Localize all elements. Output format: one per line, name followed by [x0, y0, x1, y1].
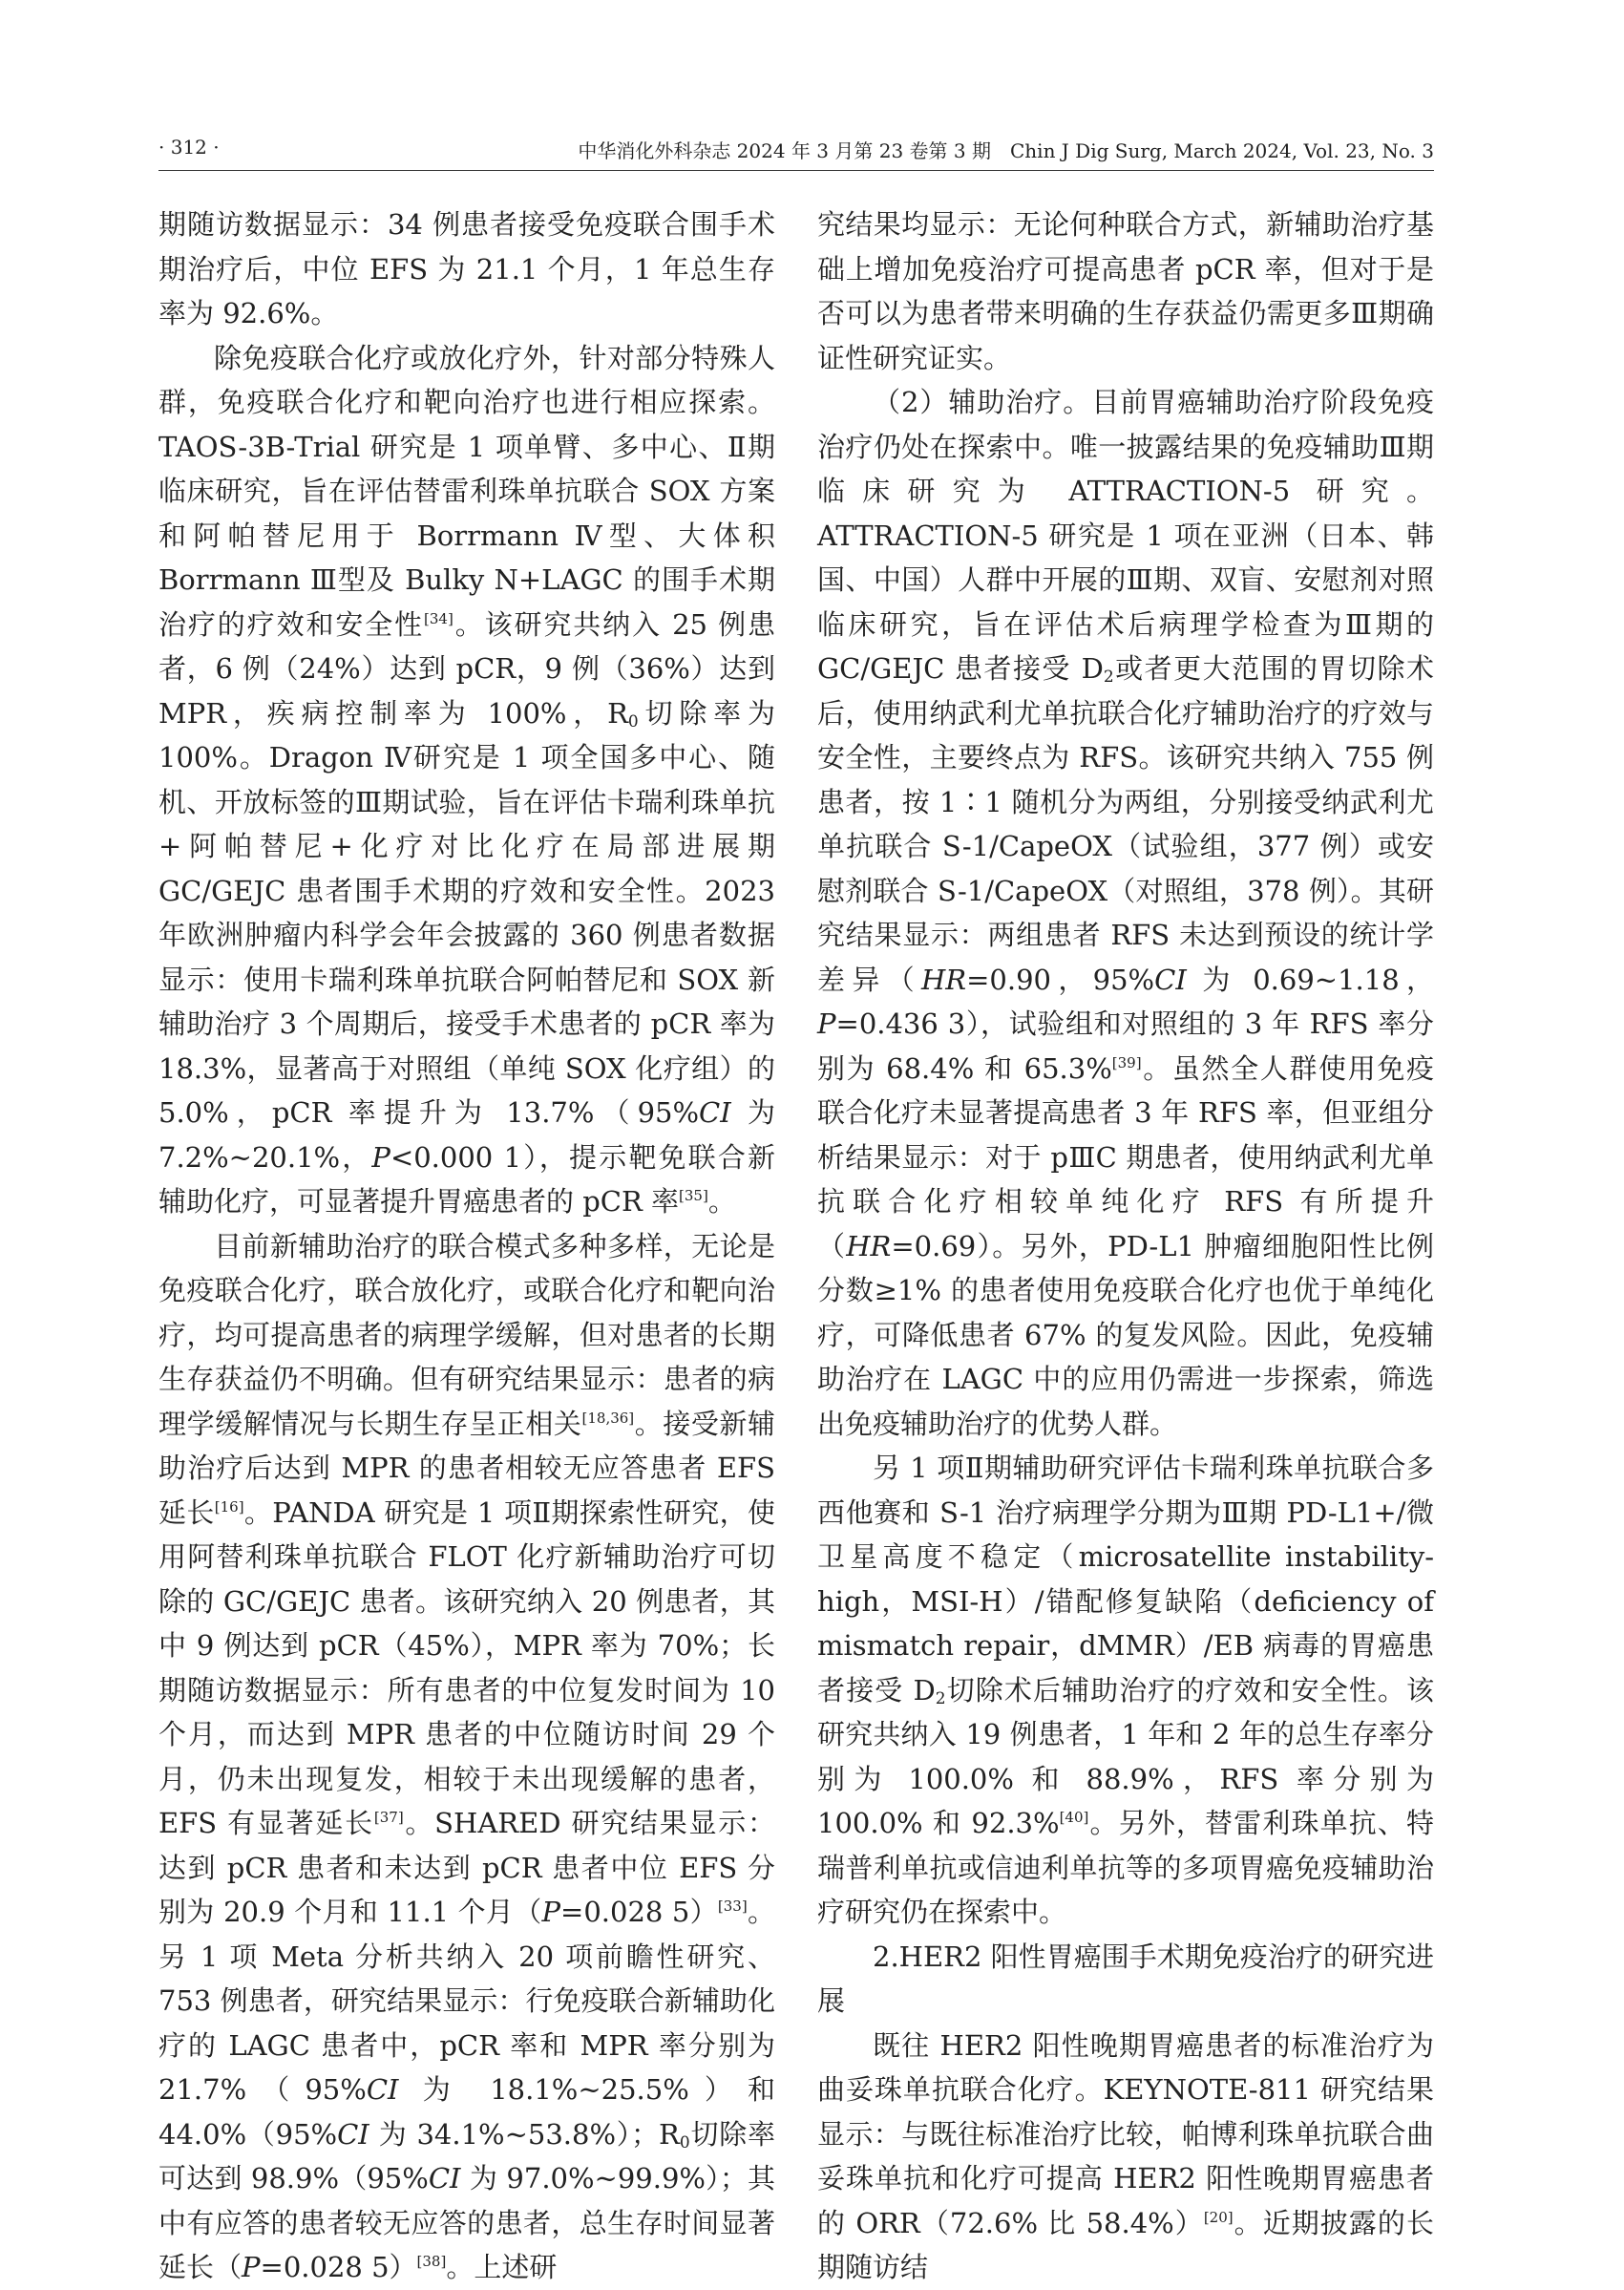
subscript: 0	[627, 711, 639, 732]
text: 。上述研	[446, 2251, 558, 2283]
italic-text: P	[817, 1007, 836, 1040]
journal-citation: 中华消化外科杂志 2024 年 3 月第 23 卷第 3 期 Chin J Dig Surg, March 2024, Vol. 23, No. 3	[578, 139, 1434, 162]
text: 。	[707, 1185, 736, 1218]
text: （2）辅助治疗。目前胃癌辅助治疗阶段免疫治疗仍处在探索中。唯一披露结果的免疫辅助Ⅲ期临床研究为 ATTRACTION-5 研究。ATTRACTION-5 研究是 1 项在亚洲（日本、韩国、中国）人群中开展的Ⅲ期、双盲、安慰剂对照临床研究，旨在评估术后病理学检查为Ⅲ期的 GC/GEJC 患者接受 D	[817, 386, 1434, 685]
citation: [38]	[416, 2253, 447, 2270]
citation: [40]	[1059, 1809, 1089, 1826]
text: =0.69）。另外，PD-L1 肿瘤细胞阳性比例分数≥1% 的患者使用免疫联合化疗也优于单纯化疗，可降低患者 67% 的复发风险。因此，免疫辅助治疗在 LAGC 中的应用仍需进一步探索，筛选出免疫辅助治疗的优势人群。	[817, 1229, 1434, 1440]
text: 。虽然全人群使用免疫联合化疗未显著提高患者 3 年 RFS 率，但亚组分析结果显示：对于 pⅢC 期患者，使用纳武利尤单抗联合化疗相较单纯化疗 RFS 有所提升（	[817, 1051, 1434, 1262]
paragraph	[158, 336, 775, 1224]
italic-text: HR	[846, 1229, 892, 1262]
subscript: 0	[679, 2132, 690, 2152]
text: 另 1 项Ⅱ期辅助研究评估卡瑞利珠单抗联合多西他赛和 S-1 治疗病理学分期为Ⅲ期 PD-L1+/微卫星高度不稳定（microsatellite instability-high，MSI-H）/错配修复缺陷（deficiency of mismatch repair，dMMR）/EB 病毒的胃癌患者接受 D	[817, 1452, 1434, 1707]
text: 为 34.1%~53.8%）；R	[369, 2117, 680, 2151]
page-number: · 312 ·	[158, 136, 220, 159]
text: 。另外，替雷利珠单抗、特瑞普利单抗或信迪利单抗等的多项胃癌免疫辅助治疗研究仍在探索中。	[817, 1807, 1434, 1928]
citation: [18,36]	[581, 1409, 635, 1427]
paragraph	[158, 1224, 775, 2290]
running-header	[158, 132, 1434, 171]
text: 切除率可达到 98.9%（95%	[158, 2117, 775, 2195]
text: 。接受新辅助治疗后达到 MPR 的患者相较无应答患者 EFS 延长	[158, 1407, 775, 1529]
text: 切除术后辅助治疗的疗效和安全性。该研究共纳入 19 例患者，1 年和 2 年的总生存率分别为 100.0% 和 88.9%，RFS 率分别为 100.0% 和 92.3%	[817, 1673, 1434, 1839]
text: 除免疫联合化疗或放化疗外，针对部分特殊人群，免疫联合化疗和靶向治疗也进行相应探索。TAOS-3B-Trial 研究是 1 项单臂、多中心、Ⅱ期临床研究，旨在评估替雷利珠单抗联合 SOX 方案和阿帕替尼用于 Borrmann Ⅳ型、大体积 Borrmann Ⅲ型及 Bulky N+LAGC 的围手术期治疗的疗效和安全性	[158, 341, 775, 641]
text: =0.028 5）	[260, 2251, 417, 2283]
text: 。该研究共纳入 25 例患者，6 例（24%）达到 pCR，9 例（36%）达到 MPR，疾病控制率为 100%，R	[158, 607, 775, 730]
italic-text: CI	[337, 2117, 369, 2151]
text: 既往 HER2 阳性晚期胃癌患者的标准治疗为曲妥珠单抗联合化疗。KEYNOTE-811 研究结果显示：与既往标准治疗比较，帕博利珠单抗联合曲妥珠单抗和化疗可提高 HER2 阳性晚期胃癌患者的 ORR（72.6% 比 58.4%）	[817, 2028, 1434, 2239]
citation: [16]	[214, 1497, 244, 1516]
text: 为 7.2%~20.1%，	[158, 1096, 775, 1174]
subscript: 2	[1103, 668, 1114, 687]
text: =0.90，95%	[966, 963, 1155, 996]
text: 为 97.0%~99.9%）；其中有应答的患者较无应答的患者，总生存时间显著延长（	[158, 2162, 775, 2283]
paragraph: 究结果均显示：无论何种联合方式，新辅助治疗基础上增加免疫治疗可提高患者 pCR 率，但对于是否可以为患者带来明确的生存获益仍需更多Ⅲ期确证性研究证实。	[817, 208, 1434, 374]
text: 或者更大范围的胃切除术后，使用纳武利尤单抗联合化疗辅助治疗的疗效与安全性，主要终点为 RFS。该研究共纳入 755 例患者，按 1∶1 随机分为两组，分别接受纳武利尤单抗联合 S-1/CapeOX（试验组，377 例）或安慰剂联合 S-1/CapeOX（对照组，378 例）。其研究结果显示：两组患者 RFS 未达到预设的统计学差异（	[817, 652, 1434, 996]
text: 切除率为 100%。Dragon Ⅳ研究是 1 项全国多中心、随机、开放标签的Ⅲ期试验，旨在评估卡瑞利珠单抗+阿帕替尼+化疗对比化疗在局部进展期 GC/GEJC 患者围手术期的疗效和安全性。2023 年欧洲肿瘤内科学会年会披露的 360 例患者数据显示：使用卡瑞利珠单抗联合阿帕替尼和 SOX 新辅助治疗 3 个周期后，接受手术患者的 pCR 率为 18.3%，显著高于对照组（单纯 SOX 化疗组）的 5.0%，pCR 率提升为 13.7%（95%	[158, 696, 775, 1129]
text: 目前新辅助治疗的联合模式多种多样，无论是免疫联合化疗，联合放化疗，或联合化疗和靶向治疗，均可提高患者的病理学缓解，但对患者的长期生存获益仍不明确。但有研究结果显示：患者的病理学缓解情况与长期生存呈正相关	[158, 1229, 775, 1440]
text: =0.436 3），试验组和对照组的 3 年 RFS 率分别为 68.4% 和 65.3%	[817, 1007, 1434, 1085]
citation: [20]	[1203, 2208, 1234, 2226]
text: 为 0.69~1.18，	[1186, 963, 1434, 996]
italic-text: P	[371, 1140, 390, 1174]
citation: [34]	[424, 609, 453, 627]
paragraph	[817, 2024, 1434, 2290]
text: <0.000 1），提示靶免联合新辅助化疗，可显著提升胃癌患者的 pCR 率	[158, 1140, 775, 1218]
text: 。近期披露的长期随访结	[817, 2206, 1434, 2283]
italic-text: CI	[366, 2073, 399, 2106]
text: 。SHARED 研究结果显示：达到 pCR 患者和未达到 pCR 患者中位 EFS 分别为 20.9 个月和 11.1 个月（	[158, 1807, 775, 1928]
italic-text: CI	[428, 2162, 461, 2195]
italic-text: HR	[921, 963, 967, 996]
text: 为 18.1%~25.5%）和 44.0%（95%	[158, 2073, 775, 2151]
citation: [39]	[1111, 1053, 1142, 1071]
paragraph: 期随访数据显示：34 例患者接受免疫联合围手术期治疗后，中位 EFS 为 21.1 个月，1 年总生存率为 92.6%。	[158, 208, 775, 329]
paragraph	[817, 380, 1434, 1446]
text: 。另 1 项 Meta 分析共纳入 20 项前瞻性研究、753 例患者，研究结果显示：行免疫联合新辅助化疗的 LAGC 患者中，pCR 率和 MPR 率分别为 21.7%（95%	[158, 1896, 775, 2106]
italic-text: CI	[1154, 963, 1187, 996]
text: =0.028 5）	[560, 1896, 718, 1928]
right-column	[817, 202, 1434, 2283]
citation: [35]	[679, 1187, 708, 1204]
paragraph	[817, 1446, 1434, 1935]
citation: [37]	[373, 1809, 404, 1826]
subscript: 2	[935, 1688, 946, 1708]
text: 。PANDA 研究是 1 项Ⅱ期探索性研究，使用阿替利珠单抗联合 FLOT 化疗新辅助治疗可切除的 GC/GEJC 患者。该研究纳入 20 例患者，其中 9 例达到 pCR（45%），MPR 率为 70%；长期随访数据显示：所有患者的中位复发时间为 10 个月，而达到 MPR 患者的中位随访时间 29 个月，仍未出现复发，相较于未出现缓解的患者，EFS 有显著延长	[158, 1495, 775, 1839]
left-column	[158, 202, 775, 2283]
citation: [33]	[717, 1898, 748, 1915]
italic-text: P	[541, 1896, 561, 1928]
italic-text: CI	[699, 1096, 731, 1129]
italic-text: P	[242, 2251, 261, 2283]
section-heading: 2.HER2 阳性胃癌围手术期免疫治疗的研究进展	[817, 1940, 1434, 2017]
